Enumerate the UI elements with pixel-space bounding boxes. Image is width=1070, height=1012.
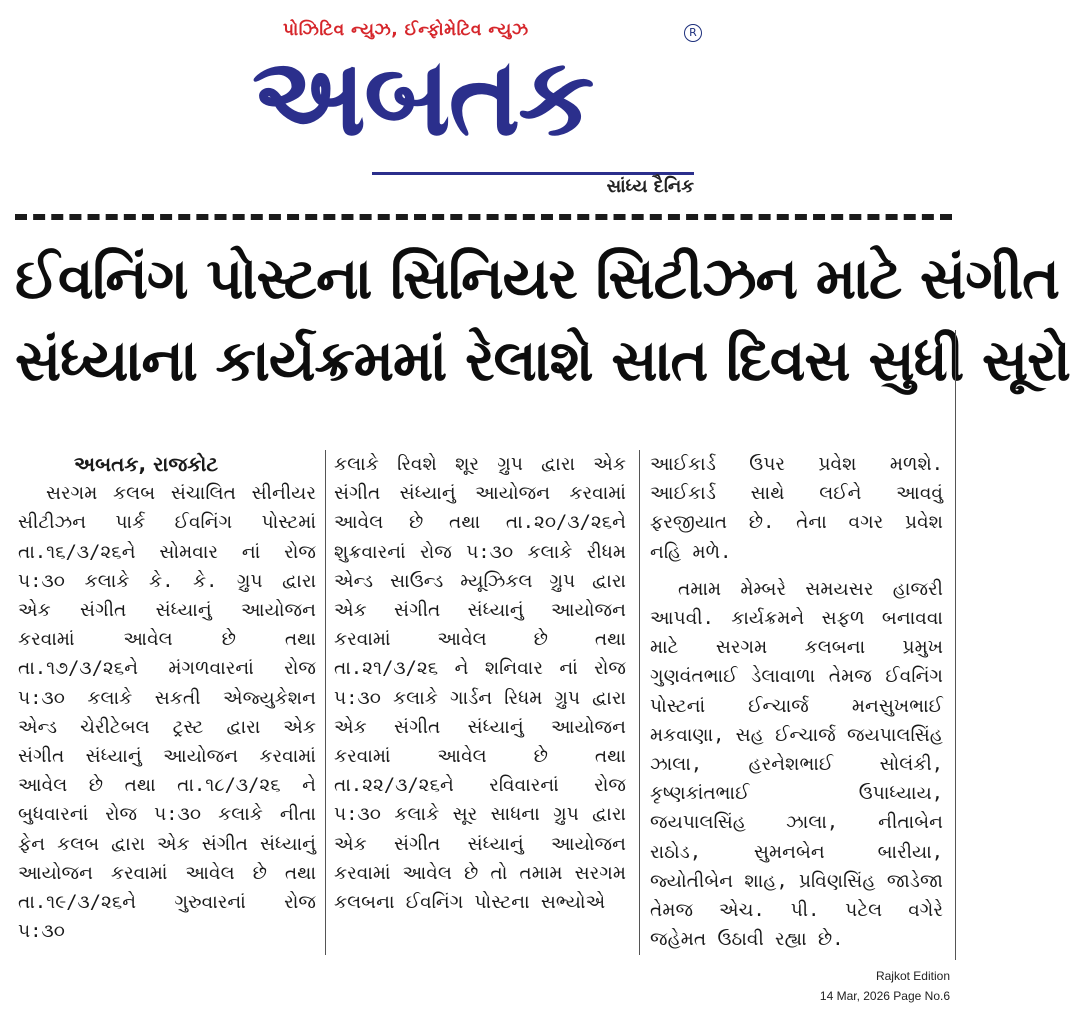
article-column-1 <box>18 450 316 960</box>
column-3-paragraph-2: તમામ મેમ્બરે સમયસર હાજરી આપવી. કાર્યક્રમને સફળ બનાવવા માટે સરગમ કલબના પ્રમુખ ગુણવંતભાઈ ડેલાવાળા તેમજ ઈવનિંગ પોસ્ટનાં ઈન્ચાર્જ મનસુખભાઈ મકવાણા, સહ ઈન્ચાર્જ જયપાલસિંહ ઝાલા, હરનેશભાઈ સોલંકી, કૃષ્ણકાંતભાઈ ઉપાધ્યાય, જયપાલસિંહ ઝાલા, નીતાબેન રાઠોડ, સુમનબેન બારીયા, જ્યોતીબેન શાહ, પ્રવિણસિંહ જાડેજા તેમજ એચ. પી. પટેલ વગેરે જહેમત ઉઠાવી રહ્યા છે. <box>650 578 943 951</box>
registered-mark-icon: R <box>684 24 702 42</box>
page-edge-rule <box>955 330 956 960</box>
masthead-tagline: પોઝિટિવ ન્યુઝ, ઈન્ફોમેટિવ ન્યુઝ <box>283 20 529 40</box>
edition-label: સાંધ્ય દૈનિક <box>606 176 694 197</box>
byline: અબતક, રાજકોટ <box>74 452 219 476</box>
newspaper-logo: અબતક <box>252 35 593 160</box>
column-divider <box>639 450 640 955</box>
masthead-underline <box>372 172 694 175</box>
page-footer <box>730 966 950 1006</box>
footer-edition: Rajkot Edition <box>875 969 950 983</box>
dashed-divider <box>15 214 952 220</box>
article-column-3 <box>650 450 943 960</box>
column-divider <box>325 450 326 955</box>
article-headline <box>15 238 1070 402</box>
article-column-2 <box>334 450 626 960</box>
footer-date-page: 14 Mar, 2026 Page No.6 <box>819 989 950 1003</box>
column-3-paragraph-1: આઈકાર્ડ ઉપર પ્રવેશ મળશે. આઈકાર્ડ સાથે લઈને આવવું ફરજીયાત છે. તેના વગર પ્રવેશ નહિ મળે. <box>650 454 943 563</box>
headline-line-1: ઈવનિંગ પોસ્ટના સિનિયર સિટીઝન માટે સંગીત <box>15 246 1059 312</box>
column-2-text: કલાકે રિવશે શૂર ગ્રુપ દ્વારા એક સંગીત સંધ્યાનું આયોજન કરવામાં આવેલ છે તથા તા.૨૦/૩/૨૬ને શુક્રવારનાં રોજ ૫:૩૦ કલાકે રીધમ એન્ડ સાઉન્ડ મ્યૂઝિકલ ગ્રુપ દ્વારા એક સંગીત સંધ્યાનું આયોજન કરવામાં આવેલ છે તથા તા.૨૧/૩/૨૬ ને શનિવાર નાં રોજ ૫:૩૦ કલાકે ગાર્ડન રિધમ ગ્રુપ દ્વારા એક સંગીત સંધ્યાનું આયોજન કરવામાં આવેલ છે તથા તા.૨૨/૩/૨૬ને રવિવારનાં રોજ ૫:૩૦ કલાકે સૂર સાધના ગ્રુપ દ્વારા એક સંગીત સંધ્યાનું આયોજન કરવામાં આવેલ છે તો તમામ સરગમ કલબના ઈવનિંગ પોસ્ટના સભ્યોએ <box>334 454 626 914</box>
headline-line-2: સંધ્યાના કાર્યક્રમમાં રેલાશે સાત દિવસ સુધી સૂરો <box>15 328 1070 394</box>
column-1-text: સરગમ કલબ સંચાલિત સીનીયર સીટીઝન પાર્ક ઈવનિંગ પોસ્ટમાં તા.૧૬/૩/૨૬ને સોમવાર નાં રોજ ૫:૩૦ કલાકે કે. કે. ગ્રુપ દ્વારા એક સંગીત સંધ્યાનું આયોજન કરવામાં આવેલ છે તથા તા.૧૭/૩/૨૬ને મંગળવારનાં રોજ ૫:૩૦ કલાકે સકતી એજ્યુકેશન એન્ડ ચેરીટેબલ ટ્રસ્ટ દ્વારા એક સંગીત સંધ્યાનું આયોજન કરવામાં આવેલ છે તથા તા.૧૮/૩/૨૬ ને બુધવારનાં રોજ ૫:૩૦ કલાકે નીતા ફેન કલબ દ્વારા એક સંગીત સંધ્યાનું આયોજન કરવામાં આવેલ છે તથા તા.૧૯/૩/૨૬ને ગુરુવારનાં રોજ ૫:૩૦ <box>18 483 316 943</box>
